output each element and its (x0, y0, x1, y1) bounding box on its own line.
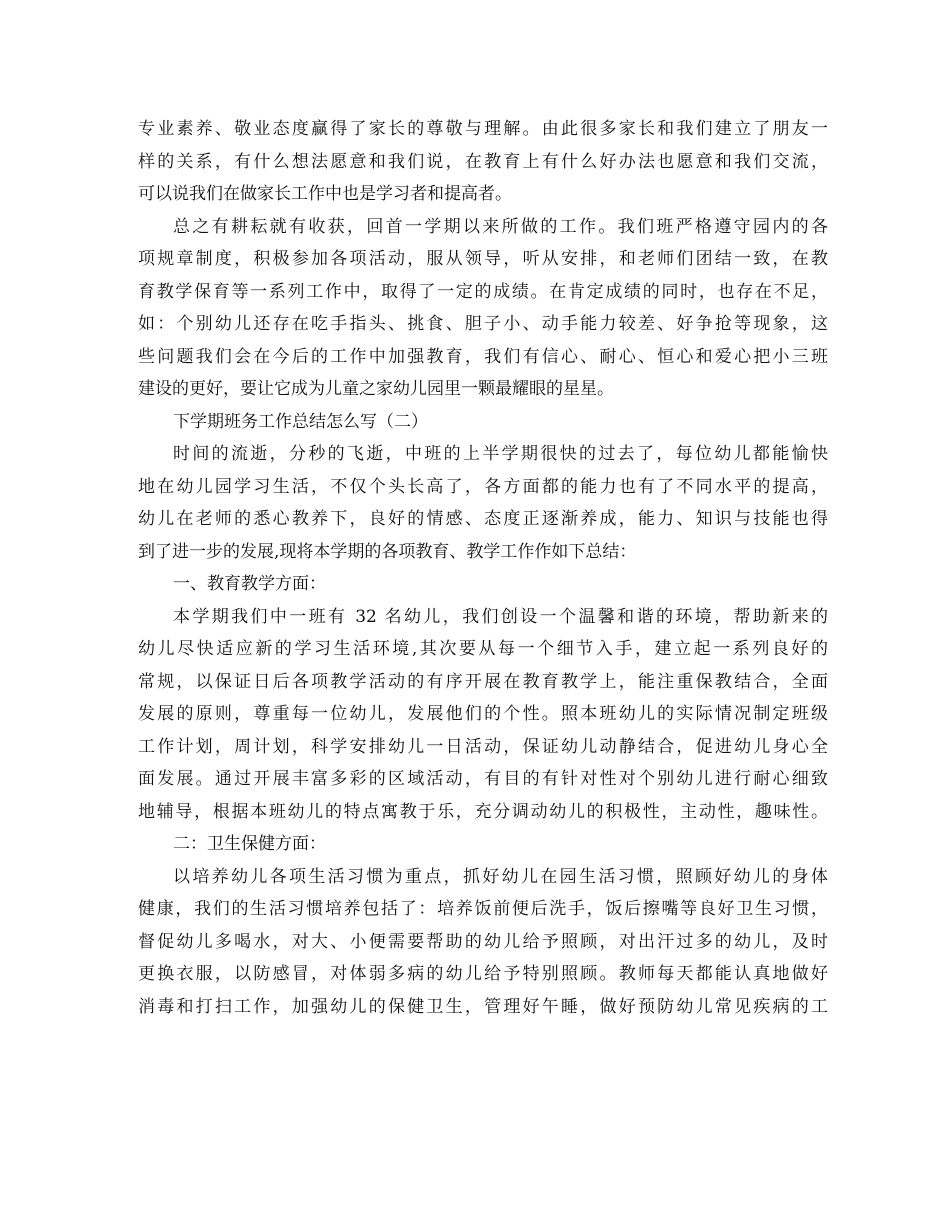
text-line: 时间的流逝，分秒的飞逝，中班的上半学期很快的过去了，每位幼儿都能愉快 (173, 444, 828, 464)
text-line: 常规，以保证日后各项教学活动的有序开展在教育教学上，能注重保教结合，全面 (138, 671, 828, 692)
text-line: 健康，我们的生活习惯培养包括了：培养饭前便后洗手，饭后擦嘴等良好卫生习惯， (138, 899, 828, 919)
document-body (138, 113, 828, 1023)
section-heading: 下学期班务工作总结怎么写（二） (173, 411, 428, 432)
text-line: 督促幼儿多喝水，对大、小便需要帮助的幼儿给予照顾，对出汗过多的幼儿，及时 (138, 931, 828, 952)
text-line: 育教学保育等一系列工作中，取得了一定的成绩。在肯定成绩的同时，也存在不足， (138, 281, 828, 302)
section-heading: 二：卫生保健方面： (173, 834, 326, 854)
text-line: 更换衣服，以防感冒，对体弱多病的幼儿给予特别照顾。教师每天都能认真地做好 (138, 964, 828, 984)
text-line: 本学期我们中一班有 32 名幼儿，我们创设一个温馨和谐的环境，帮助新来的 (173, 606, 828, 627)
text-line: 消毒和打扫工作，加强幼儿的保健卫生，管理好午睡，做好预防幼儿常见疾病的工 (138, 996, 828, 1017)
text-line: 专业素养、敬业态度赢得了家长的尊敬与理解。由此很多家长和我们建立了朋友一 (138, 119, 828, 139)
section-heading: 一、教育教学方面： (173, 574, 326, 594)
text-line: 些问题我们会在今后的工作中加强教育，我们有信心、耐心、恒心和爱心把小三班 (138, 346, 828, 367)
text-line: 工作计划，周计划，科学安排幼儿一日活动，保证幼儿动静结合，促进幼儿身心全 (138, 736, 828, 757)
text-line: 面发展。通过开展丰富多彩的区域活动，有目的有针对性对个别幼儿进行耐心细致 (138, 769, 828, 789)
text-line: 项规章制度，积极参加各项活动，服从领导，听从安排，和老师们团结一致，在教 (138, 249, 828, 269)
text-line: 总之有耕耘就有收获，回首一学期以来所做的工作。我们班严格遵守园内的各 (173, 216, 828, 237)
text-line: 到了进一步的发展,现将本学期的各项教育、教学工作作如下总结： (138, 541, 637, 562)
text-line: 如：个别幼儿还存在吃手指头、挑食、胆子小、动手能力较差、好争抢等现象，这 (138, 314, 828, 334)
text-line: 幼儿尽快适应新的学习生活环境,其次要从每一个细节入手，建立起一系列良好的 (138, 639, 828, 659)
text-line: 地在幼儿园学习生活，不仅个头长高了，各方面都的能力也有了不同水平的提高， (138, 476, 828, 497)
text-line: 建设的更好，要让它成为儿童之家幼儿园里一颗最耀眼的星星。 (138, 379, 614, 399)
text-line: 以培养幼儿各项生活习惯为重点，抓好幼儿在园生活习惯，照顾好幼儿的身体 (173, 866, 828, 887)
text-line: 样的关系，有什么想法愿意和我们说，在教育上有什么好办法也愿意和我们交流， (138, 151, 828, 172)
text-line: 可以说我们在做家长工作中也是学习者和提高者。 (138, 184, 512, 204)
text-line: 幼儿在老师的悉心教养下，良好的情感、态度正逐渐养成，能力、知识与技能也得 (138, 509, 828, 529)
text-line: 地辅导，根据本班幼儿的特点寓教于乐，充分调动幼儿的积极性，主动性，趣味性。 (138, 801, 828, 822)
text-line: 发展的原则，尊重每一位幼儿，发展他们的个性。照本班幼儿的实际情况制定班级 (138, 704, 828, 724)
